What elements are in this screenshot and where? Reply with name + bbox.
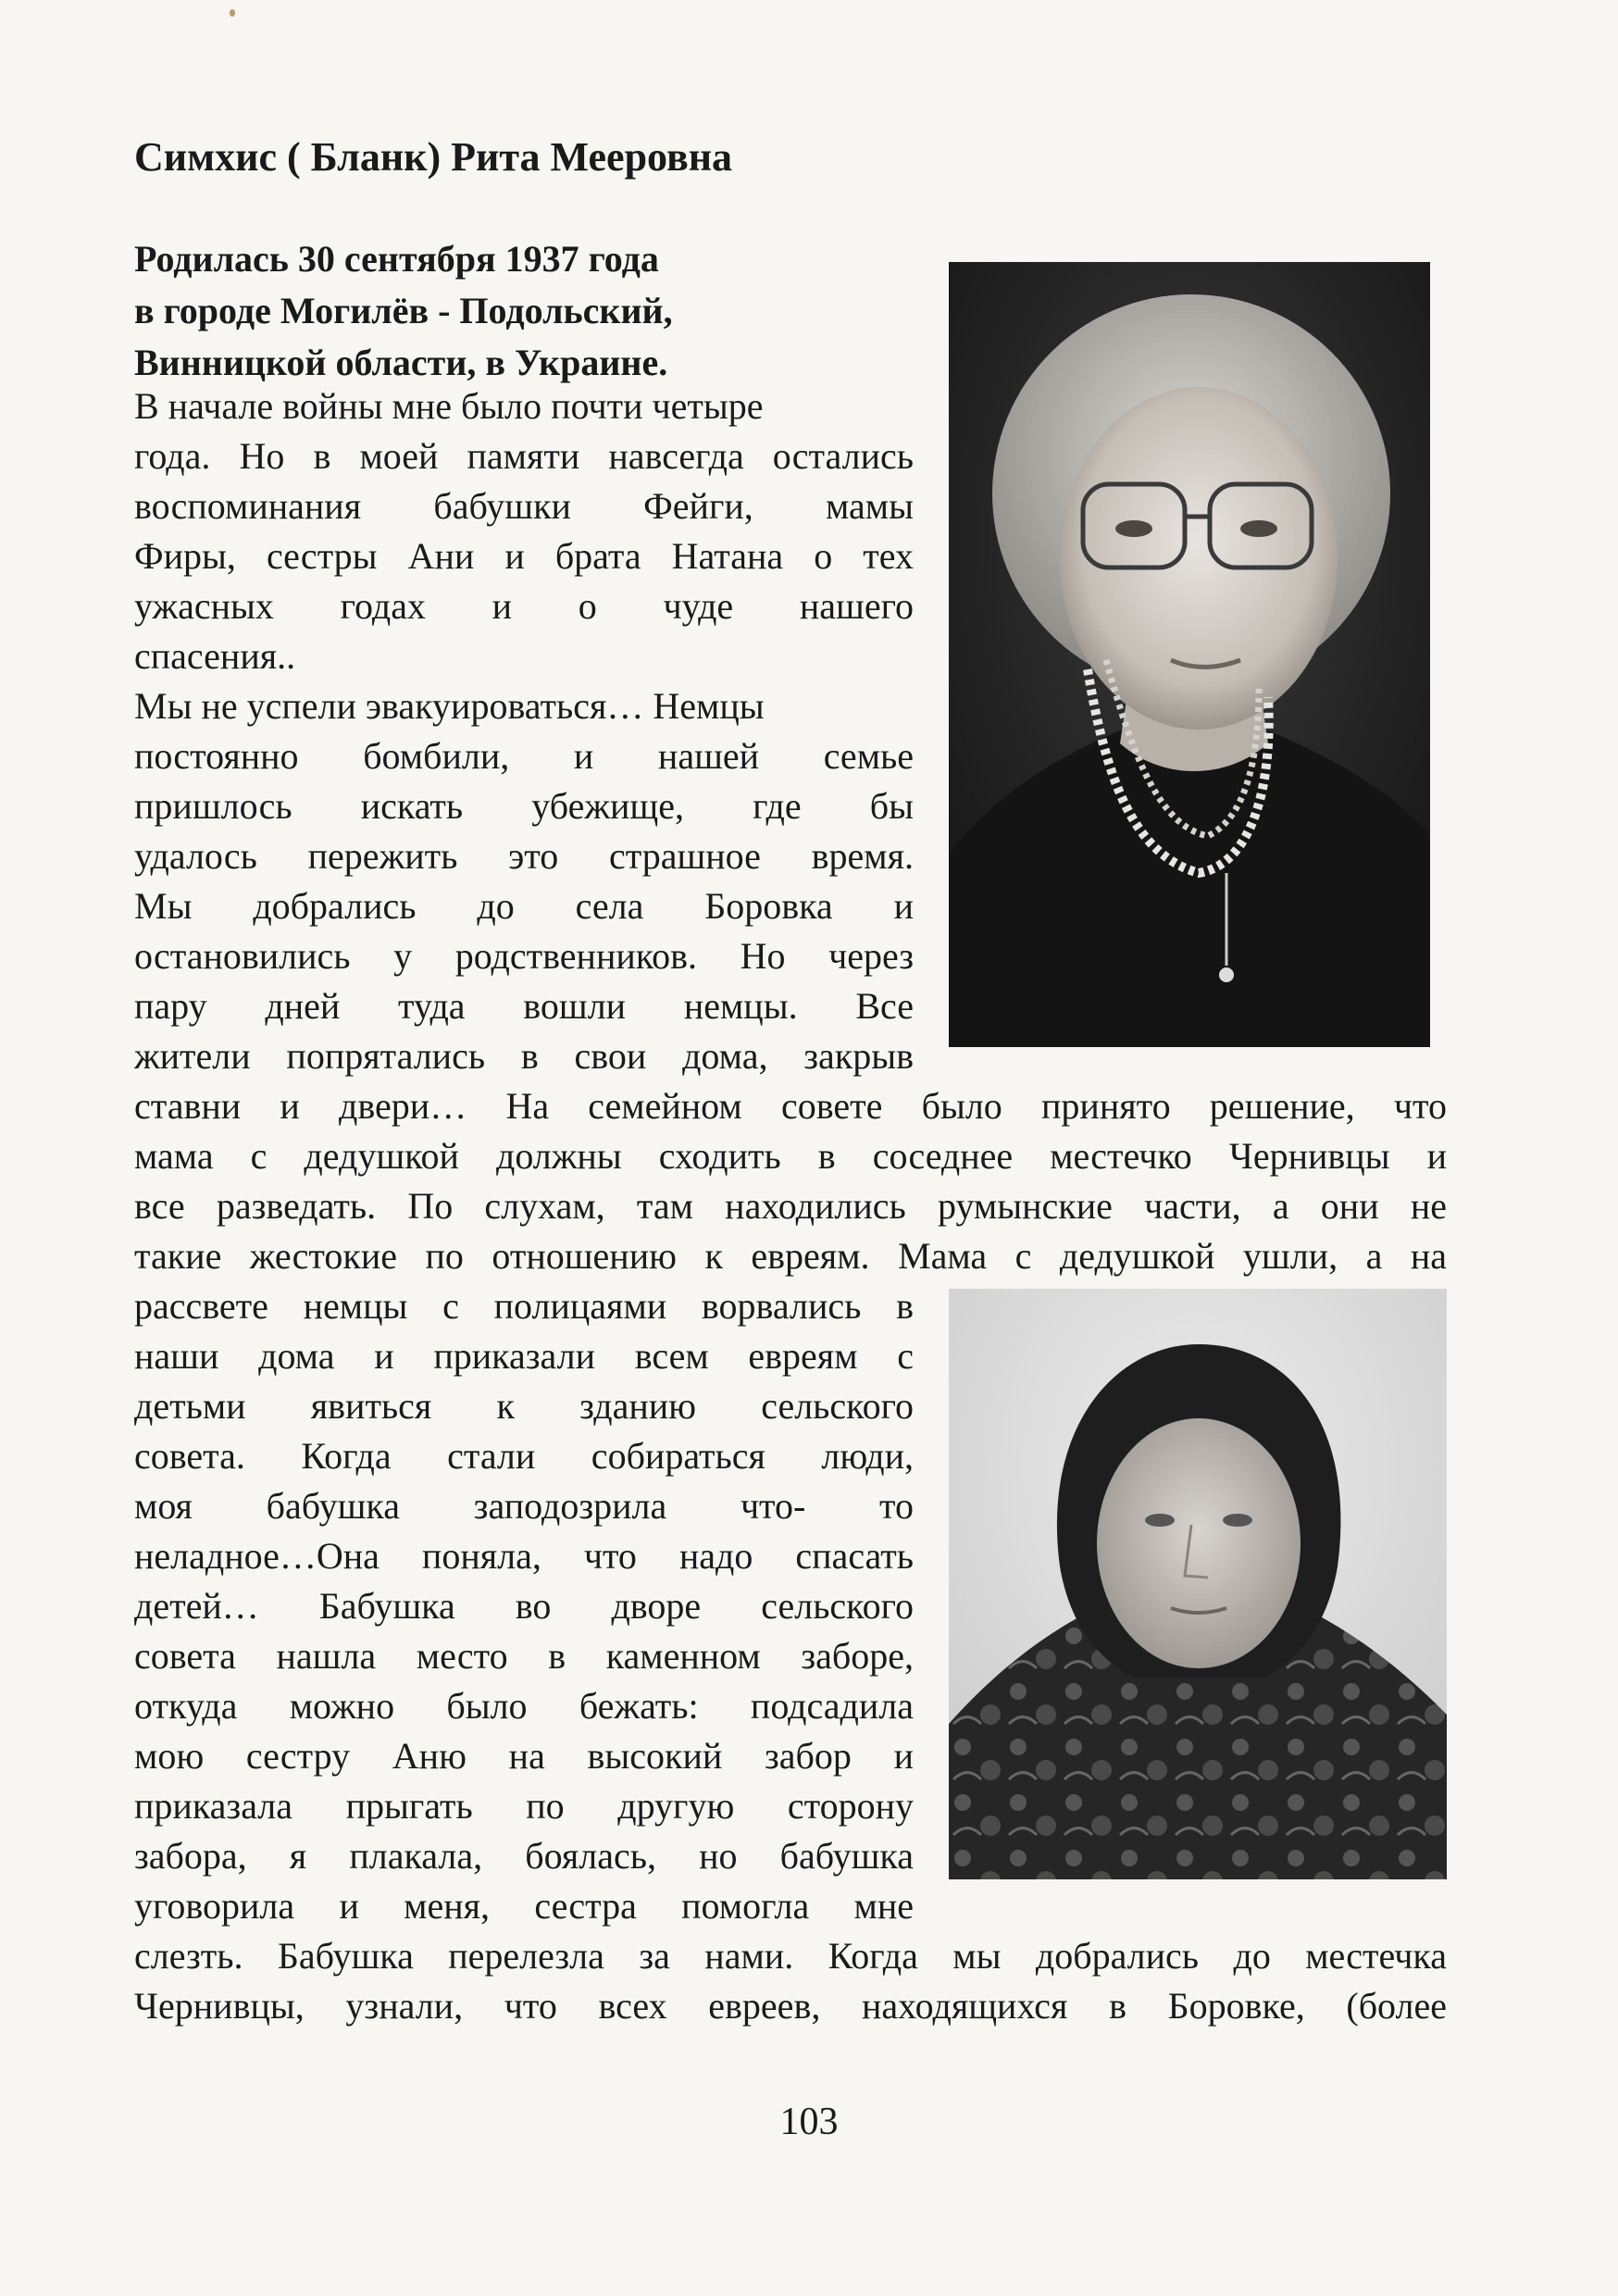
text-line: пришлось искать убежище, где бы xyxy=(134,785,914,827)
text-line: детей… Бабушка во дворе сельского xyxy=(134,1585,914,1627)
portrait-photo-grandmother-image xyxy=(949,1289,1447,1879)
portrait-photo-rita-image xyxy=(949,262,1430,1047)
text-line: ставни и двери… На семейном совете было принято решение, что xyxy=(134,1085,1447,1127)
text-line: совета нашла место в каменном заборе, xyxy=(134,1635,914,1677)
text-line: уговорила и меня, сестра помогла мне xyxy=(134,1885,914,1927)
text-line: Фиры, сестры Ани и брата Натана о тех xyxy=(134,535,914,577)
text-line: ужасных годах и о чуде нашего xyxy=(134,585,914,627)
text-line: приказала прыгать по другую сторону xyxy=(134,1785,914,1827)
text-line: воспоминания бабушки Фейги, мамы xyxy=(134,485,914,527)
text-line: пару дней туда вошли немцы. Все xyxy=(134,985,914,1027)
text-line: наши дома и приказали всем евреям с xyxy=(134,1335,914,1377)
text-line: забора, я плакала, боялась, но бабушка xyxy=(134,1835,914,1877)
text-line: Мы не успели эвакуироваться… Немцы xyxy=(134,685,765,727)
text-line: остановились у родственников. Но через xyxy=(134,935,914,977)
intro-block xyxy=(134,233,782,389)
text-line: такие жестокие по отношению к евреям. Мама с дедушкой ушли, а на xyxy=(134,1235,1447,1277)
text-line: спасения.. xyxy=(134,635,296,677)
portrait-photo-grandmother xyxy=(949,1289,1447,1879)
text-line: мою сестру Аню на высокий забор и xyxy=(134,1735,914,1777)
text-line: года. Но в моей памяти навсегда остались xyxy=(134,435,914,477)
text-line: постоянно бомбили, и нашей семье xyxy=(134,735,914,777)
text-line: откуда можно было бежать: подсадила xyxy=(134,1685,914,1727)
text-line: Чернивцы, узнали, что всех евреев, находящихся в Боровке, (более xyxy=(134,1985,1447,2027)
intro-line: Родилась 30 сентября 1937 года xyxy=(134,238,659,280)
text-line: неладное…Она поняла, что надо спасать xyxy=(134,1535,914,1577)
text-line: удалось пережить это страшное время. xyxy=(134,835,914,877)
intro-line: Винницкой области, в Украине. xyxy=(134,342,668,383)
portrait-photo-rita xyxy=(949,262,1430,1047)
page-title: Симхис ( Бланк) Рита Мееровна xyxy=(134,134,733,180)
text-line: мама с дедушкой должны сходить в соседнее местечко Чернивцы и xyxy=(134,1135,1447,1177)
text-line: рассвете немцы с полицаями ворвались в xyxy=(134,1285,914,1327)
text-line: все разведать. По слухам, там находились румынские части, а они не xyxy=(134,1185,1447,1227)
text-line: В начале войны мне было почти четыре xyxy=(134,385,764,427)
text-line: Мы добрались до села Боровка и xyxy=(134,885,914,927)
text-line: жители попрятались в свои дома, закрыв xyxy=(134,1035,914,1077)
text-line: детьми явиться к зданию сельского xyxy=(134,1385,914,1427)
text-line: совета. Когда стали собираться люди, xyxy=(134,1435,914,1477)
text-line: слезть. Бабушка перелезла за нами. Когда мы добрались до местечка xyxy=(134,1935,1447,1977)
paper-speck xyxy=(230,9,235,17)
intro-line: в городе Могилёв - Подольский, xyxy=(134,290,673,331)
text-line: моя бабушка заподозрила что- то xyxy=(134,1485,914,1527)
page-number: 103 xyxy=(779,2101,839,2143)
